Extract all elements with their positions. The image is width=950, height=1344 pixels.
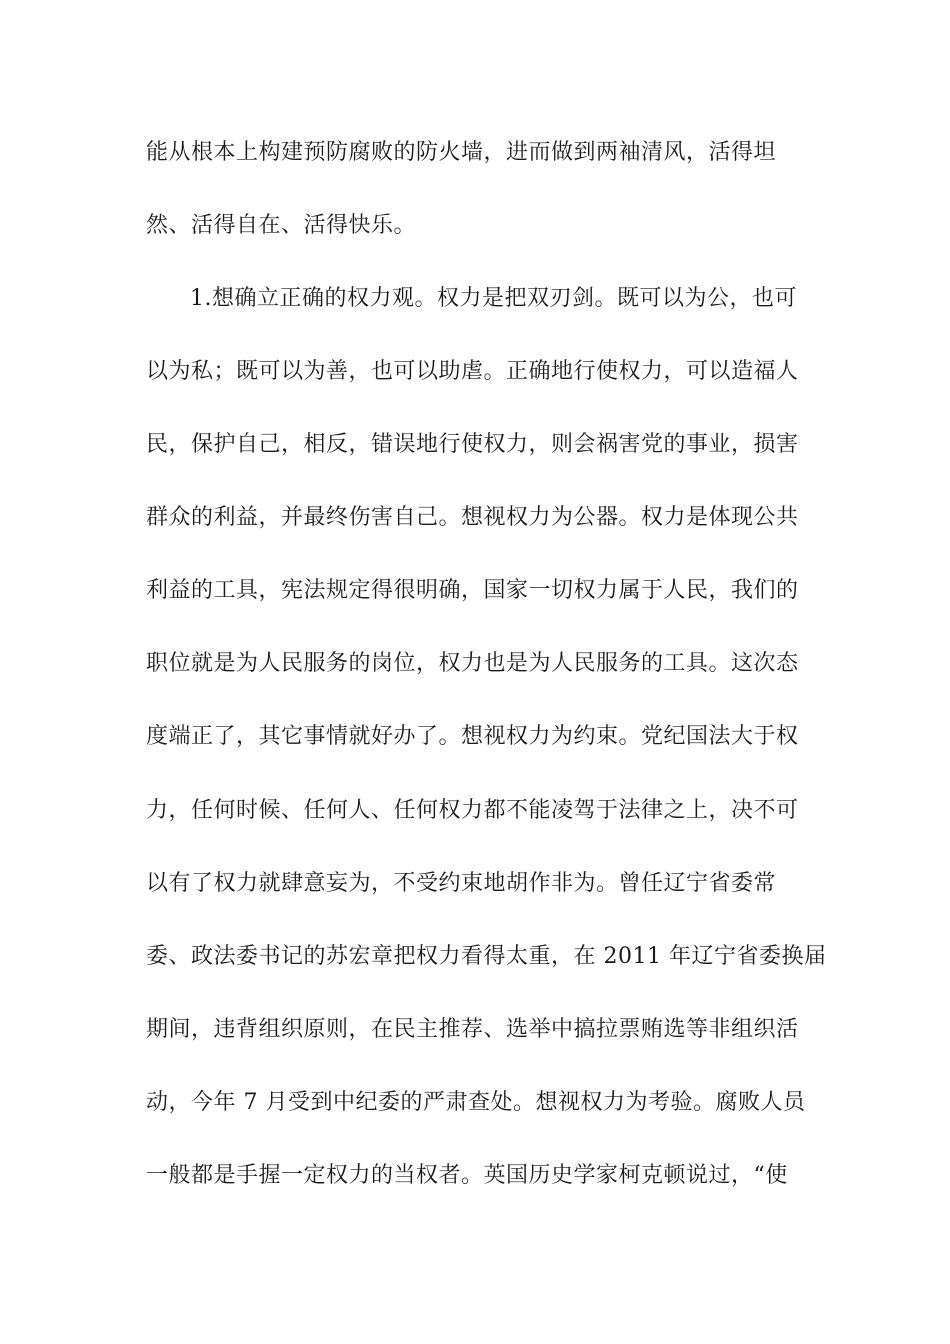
text-line: 力，任何时候、任何人、任何权力都不能凌驾于法律之上，决不可 (146, 798, 799, 823)
text-line: 以有了权力就肆意妄为，不受约束地胡作非为。曾任辽宁省委常 (146, 871, 777, 896)
text-line: 以为私；既可以为善，也可以助虐。正确地行使权力，可以造福人 (146, 359, 799, 384)
numbered-paragraph-start: 1.想确立正确的权力观。权力是把双刃剑。既可以为公，也可 (190, 286, 797, 311)
text-line: 职位就是为人民服务的岗位，权力也是为人民服务的工具。这次态 (146, 651, 799, 676)
text-line: 利益的工具，宪法规定得很明确，国家一切权力属于人民，我们的 (146, 578, 799, 603)
text-line: 民，保护自己，相反，错误地行使权力，则会祸害党的事业，损害 (146, 432, 799, 457)
text-line: 度端正了，其它事情就好办了。想视权力为约束。党纪国法大于权 (146, 724, 799, 749)
text-line: 能从根本上构建预防腐败的防火墙，进而做到两袖清风，活得坦 (146, 140, 777, 165)
text-line: 一般都是手握一定权力的当权者。英国历史学家柯克顿说过，“使 (146, 1163, 788, 1188)
text-line: 动，今年 7 月受到中纪委的严肃查处。想视权力为考验。腐败人员 (146, 1090, 806, 1115)
text-line: 期间，违背组织原则，在民主推荐、选举中搞拉票贿选等非组织活 (146, 1017, 799, 1042)
text-line: 群众的利益，并最终伤害自己。想视权力为公器。权力是体现公共 (146, 505, 799, 530)
text-line: 委、政法委书记的苏宏章把权力看得太重，在 2011 年辽宁省委换届 (146, 944, 827, 969)
text-line: 然、活得自在、活得快乐。 (146, 213, 417, 238)
